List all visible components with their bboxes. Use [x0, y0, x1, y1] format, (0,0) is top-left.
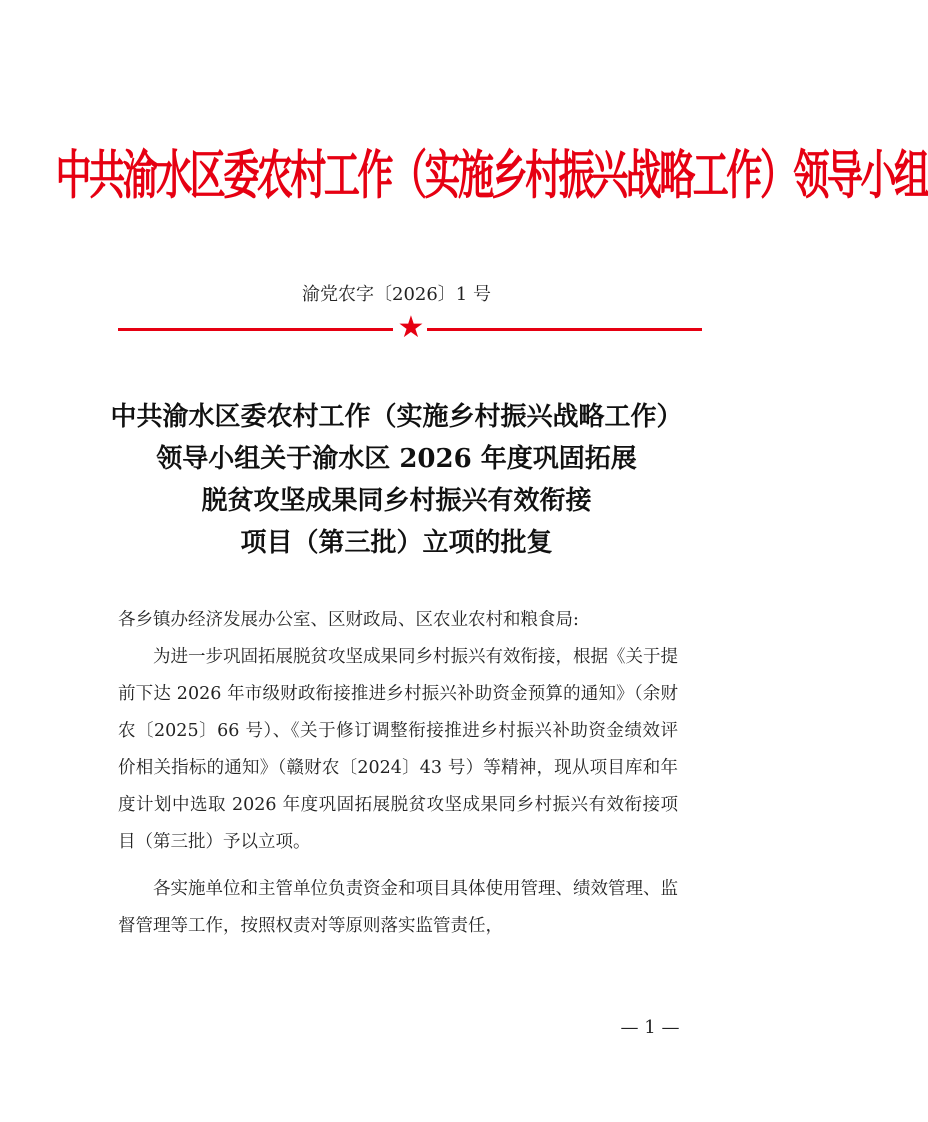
body-paragraph: 各实施单位和主管单位负责资金和项目具体使用管理、绩效管理、监督管理等工作，按照权责对等原则落实监管责任，	[118, 879, 678, 936]
title-line: 项目（第三批）立项的批复	[240, 528, 553, 558]
document-number: 渝党农字〔2026〕1 号	[302, 284, 491, 305]
red-separator-right	[427, 328, 702, 331]
salutation: 各乡镇办经济发展办公室、区财政局、区农业农村和粮食局:	[118, 610, 579, 630]
red-star-icon: ★	[397, 310, 425, 345]
red-separator-left	[118, 328, 393, 331]
document-body	[118, 602, 678, 945]
body-paragraph: 为进一步巩固拓展脱贫攻坚成果同乡村振兴有效衔接，根据《关于提前下达 2026 年市级财政衔接推进乡村振兴补助资金预算的通知》（余财农〔2025〕66 号）、《关于修订调整衔接推进乡村振兴补助资金绩效评价相关指标的通知》（赣财农〔2024〕43 号）等精神，现从项目库和年度计划中选取 2026 年度巩固拓展脱贫攻坚成果同乡村振兴有效衔接项目（第三批）予以立项。	[118, 647, 678, 852]
title-line: 脱贫攻坚成果同乡村振兴有效衔接	[201, 486, 592, 516]
title-line: 中共渝水区委农村工作（实施乡村振兴战略工作）	[110, 402, 683, 432]
issuing-org-header: 中共渝水区委农村工作（实施乡村振兴战略工作）领导小组	[55, 144, 928, 206]
page-number: — 1 —	[620, 1017, 680, 1038]
document-title	[0, 396, 793, 564]
title-line: 领导小组关于渝水区 2026 年度巩固拓展	[156, 444, 637, 474]
